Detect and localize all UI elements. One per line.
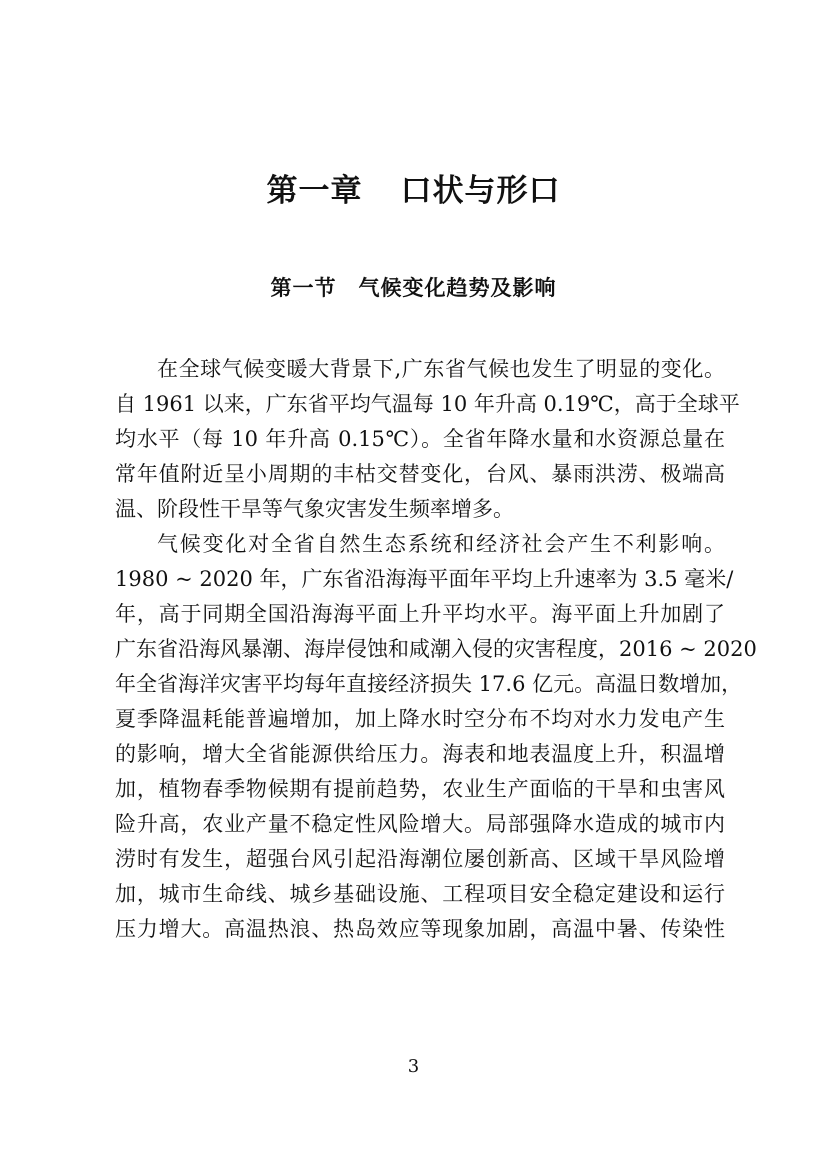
body-line: 夏季降温耗能普遍增加，加上降水时空分布不均对水力发电产生 — [115, 707, 725, 731]
body-line: 险升高，农业产量不稳定性风险增大。局部强降水造成的城市内 — [115, 812, 725, 836]
body-line: 年全省海洋灾害平均每年直接经济损失 17.6 亿元。高温日数增加， — [115, 672, 743, 696]
body-line: 在全球气候变暖大背景下,广东省气候也发生了明显的变化。 — [157, 357, 725, 381]
body-line: 压力增大。高温热浪、热岛效应等现象加剧，高温中暑、传染性 — [115, 917, 725, 941]
body-line: 涝时有发生，超强台风引起沿海潮位屡创新高、区域干旱风险增 — [115, 847, 725, 871]
page-number: 3 — [407, 1056, 420, 1077]
section-title — [0, 272, 827, 302]
body-line: 年，高于同期全国沿海海平面上升平均水平。海平面上升加剧了 — [115, 602, 725, 626]
chapter-title — [0, 165, 827, 210]
chapter-name: 口状与形口 — [400, 173, 561, 209]
body-line: 自 1961 以来，广东省平均气温每 10 年升高 0.19℃，高于全球平 — [115, 392, 740, 416]
body-line: 均水平（每 10 年升高 0.15℃）。全省年降水量和水资源总量在 — [115, 427, 725, 451]
body-line: 广东省沿海风暴潮、海岸侵蚀和咸潮入侵的灾害程度，2016 ~ 2020 — [115, 637, 757, 661]
body-line: 加，植物春季物候期有提前趋势，农业生产面临的干旱和虫害风 — [115, 777, 725, 801]
body-text — [115, 352, 757, 947]
chapter-number: 第一章 — [266, 173, 363, 209]
body-line: 1980 ~ 2020 年，广东省沿海海平面年平均上升速率为 3.5 毫米/ — [115, 567, 734, 591]
body-line: 温、阶段性干旱等气象灾害发生频率增多。 — [115, 497, 514, 521]
body-line: 加，城市生命线、城乡基础设施、工程项目安全稳定建设和运行 — [115, 882, 725, 906]
body-line: 气候变化对全省自然生态系统和经济社会产生不利影响。 — [157, 532, 725, 556]
section-number: 第一节 — [270, 276, 337, 300]
section-name: 气候变化趋势及影响 — [358, 276, 557, 300]
body-line: 常年值附近呈小周期的丰枯交替变化，台风、暴雨洪涝、极端高 — [115, 462, 725, 486]
body-line: 的影响，增大全省能源供给压力。海表和地表温度上升，积温增 — [115, 742, 725, 766]
